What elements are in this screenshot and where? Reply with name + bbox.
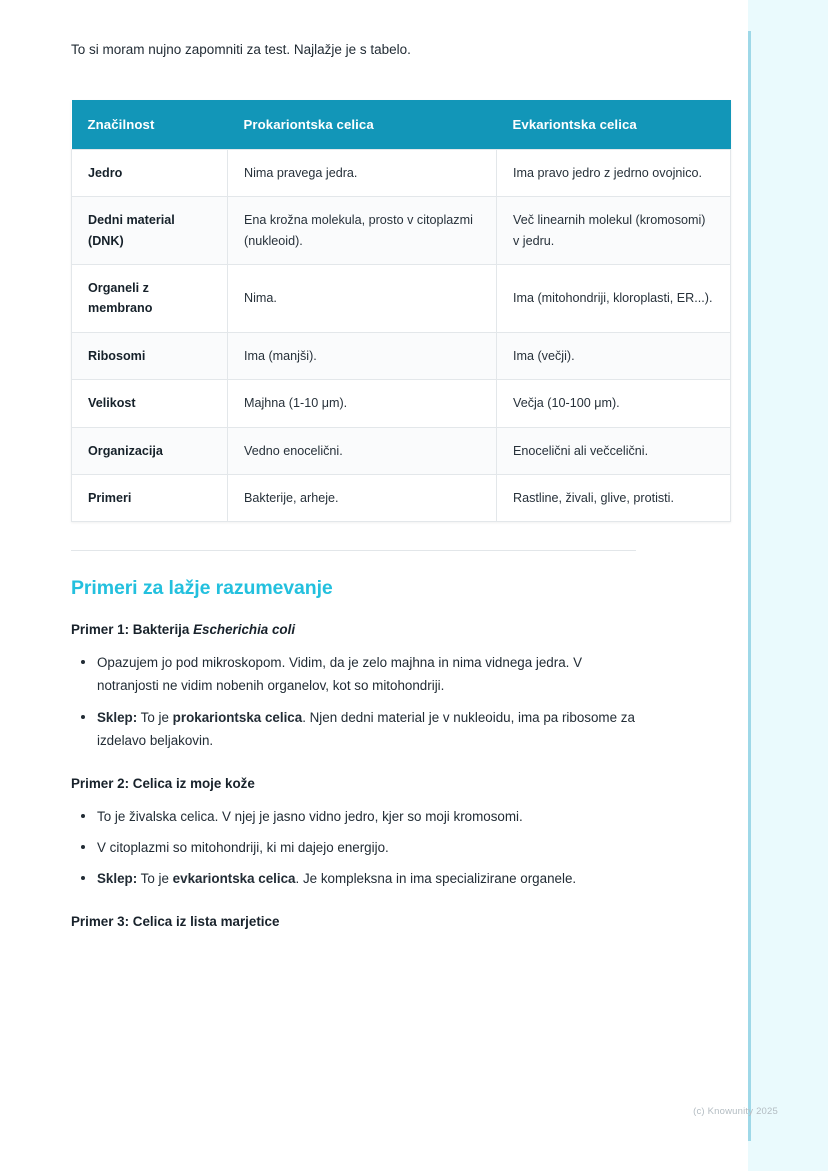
table-row	[72, 149, 731, 196]
table-cell-prokaryote: Nima pravega jedra.	[228, 149, 497, 196]
list-item: Sklep: To je evkariontska celica. Je kompleksna in ima specializirane organele.	[97, 867, 636, 890]
footer-credit: (c) Knowunity 2025	[693, 1106, 778, 1117]
list-item: To je živalska celica. V njej je jasno vidno jedro, kjer so moji kromosomi.	[97, 805, 636, 828]
table-cell-feature: Primeri	[72, 475, 228, 522]
example-bullet-list	[71, 805, 636, 890]
list-item: V citoplazmi so mitohondriji, ki mi dajejo energijo.	[97, 836, 636, 859]
example-heading: Primer 2: Celica iz moje kože	[71, 775, 255, 791]
comparison-table	[71, 100, 731, 523]
example-heading-species: Escherichia coli	[193, 622, 296, 638]
list-item: Sklep: To je prokariontska celica. Njen dedni material je v nukleoidu, ima pa ribosome za izdelavo beljakovin.	[97, 706, 636, 752]
table-cell-feature: Ribosomi	[72, 332, 228, 379]
table-cell-prokaryote: Ima (manjši).	[228, 332, 497, 379]
table-cell-prokaryote: Nima.	[228, 265, 497, 333]
section-title: Primeri za lažje razumevanje	[71, 577, 333, 600]
example-heading: Primer 1: Bakterija Escherichia coli	[71, 622, 296, 638]
table-cell-feature: Velikost	[72, 380, 228, 427]
table-cell-feature: Dedni material (DNK)	[72, 197, 228, 265]
example-block	[71, 622, 636, 751]
table-header-cell-feature: Značilnost	[72, 100, 228, 150]
table-row	[72, 332, 731, 379]
table-row	[72, 380, 731, 427]
example-block	[71, 776, 636, 890]
table-cell-eukaryote: Ima pravo jedro z jedrno ovojnico.	[497, 149, 731, 196]
table-row	[72, 475, 731, 522]
page-side-rail	[748, 0, 828, 1171]
table-cell-prokaryote: Vedno enocelični.	[228, 427, 497, 474]
table-cell-feature: Organeli z membrano	[72, 265, 228, 333]
document-content	[71, 40, 713, 943]
table-cell-eukaryote: Enocelični ali večcelični.	[497, 427, 731, 474]
table-header-cell-prokaryote: Prokariontska celica	[228, 100, 497, 150]
table-header-cell-eukaryote: Evkariontska celica	[497, 100, 731, 150]
table-cell-eukaryote: Ima (mitohondriji, kloroplasti, ER...).	[497, 265, 731, 333]
intro-paragraph: To si moram nujno zapomniti za test. Najlažje je s tabelo.	[71, 42, 411, 57]
table-cell-prokaryote: Majhna (1-10 μm).	[228, 380, 497, 427]
table-header-row	[72, 100, 731, 150]
examples-list	[71, 622, 636, 928]
table-cell-eukaryote: Ima (večji).	[497, 332, 731, 379]
table-cell-prokaryote: Bakterije, arheje.	[228, 475, 497, 522]
table-row	[72, 265, 731, 333]
example-bullet-list	[71, 651, 636, 751]
table-row	[72, 197, 731, 265]
list-item: Opazujem jo pod mikroskopom. Vidim, da je zelo majhna in nima vidnega jedra. V notranjosti ne vidim nobenih organelov, kot so mitohondriji.	[97, 651, 636, 697]
example-heading: Primer 3: Celica iz lista marjetice	[71, 913, 280, 929]
table-cell-eukaryote: Večja (10-100 μm).	[497, 380, 731, 427]
table-cell-eukaryote: Več linearnih molekul (kromosomi) v jedru.	[497, 197, 731, 265]
table-cell-eukaryote: Rastline, živali, glive, protisti.	[497, 475, 731, 522]
table-cell-feature: Organizacija	[72, 427, 228, 474]
table-cell-feature: Jedro	[72, 149, 228, 196]
table-body	[72, 149, 731, 522]
section-divider	[71, 550, 636, 551]
table-row	[72, 427, 731, 474]
table-header	[72, 100, 731, 150]
page-side-rail-line	[748, 31, 751, 1141]
example-block	[71, 914, 636, 929]
table-cell-prokaryote: Ena krožna molekula, prosto v citoplazmi (nukleoid).	[228, 197, 497, 265]
